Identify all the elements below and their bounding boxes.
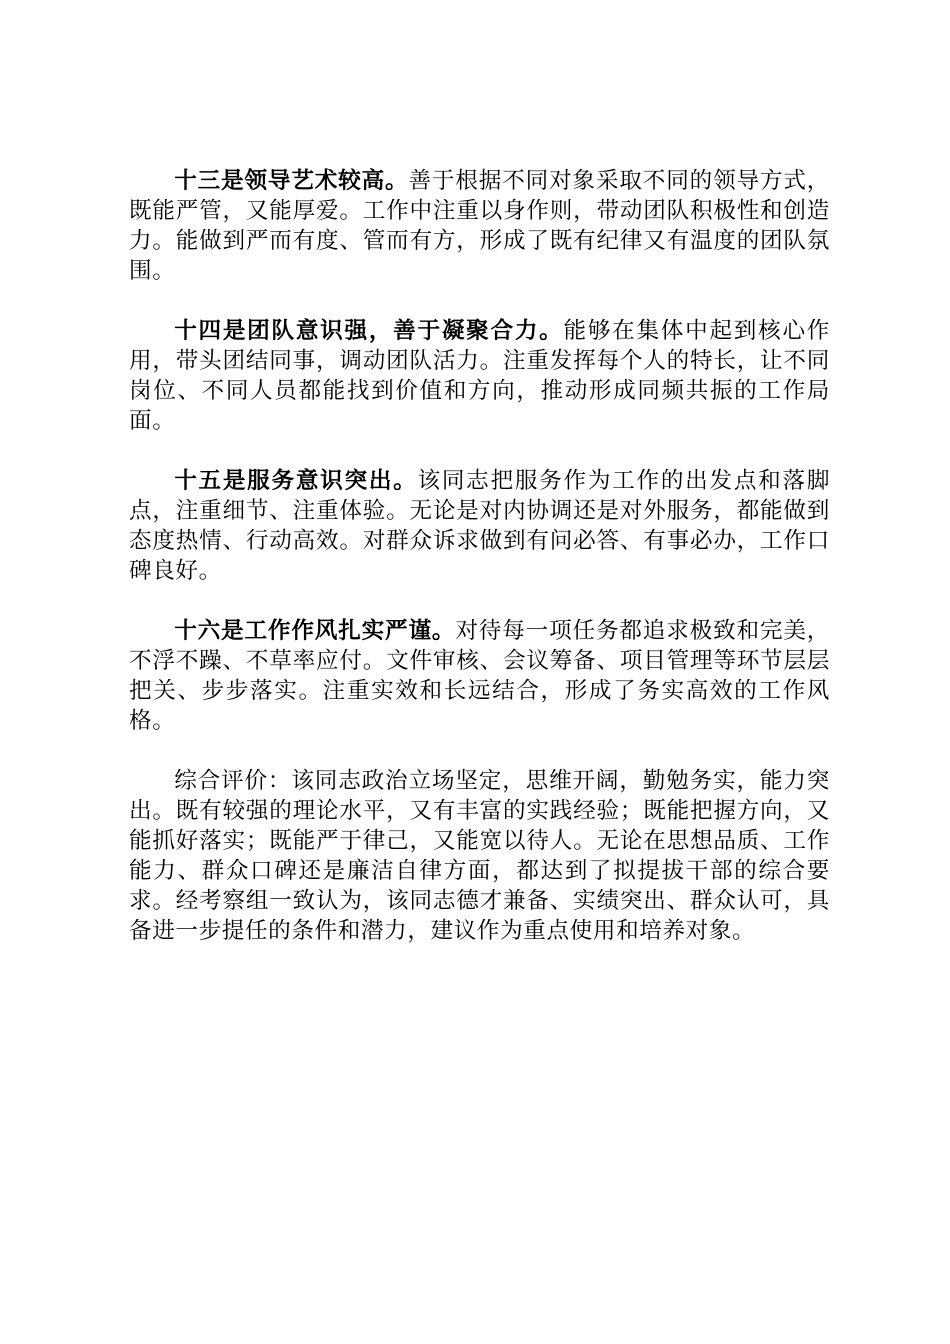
paragraph-body: 善于根据不同对象采取不同的领导方式，既能严管，又能厚爱。工作中注重以身作则，带动团队积极性和创造力。能做到严而有度、管而有方，形成了既有纪律又有温度的团队氛围。 bbox=[129, 168, 831, 284]
paragraph-body: 能够在集体中起到核心作用，带头团结同事，调动团队活力。注重发挥每个人的特长，让不同岗位、不同人员都能找到价值和方向，推动形成同频共振的工作局面。 bbox=[129, 318, 830, 434]
summary-paragraph: 综合评价：该同志政治立场坚定，思维开阔，勤勉务实，能力突出。既有较强的理论水平，又有丰富的实践经验；既能把握方向，又能抓好落实；既能严于律己，又能宽以待人。无论在思想品质、工作能力、群众口碑还是廉洁自律方面，都达到了拟提拔干部的综合要求。经考察组一致认为，该同志德才兼备、实绩突出、群众认可，具备进一步提任的条件和潜力，建议作为重点使用和培养对象。 bbox=[129, 768, 830, 944]
paragraph-heading: 十三是领导艺术较高。 bbox=[174, 168, 409, 194]
paragraph-heading: 十五是服务意识突出。 bbox=[174, 468, 418, 494]
document-page bbox=[129, 166, 830, 976]
paragraph-heading: 十四是团队意识强，善于凝聚合力。 bbox=[174, 318, 564, 344]
paragraph-body: 该同志把服务作为工作的出发点和落脚点，注重细节、注重体验。无论是对内协调还是对外服务，都能做到态度热情、行动高效。对群众诉求做到有问必答、有事必办，工作口碑良好。 bbox=[129, 468, 831, 584]
paragraph-16 bbox=[129, 616, 830, 736]
paragraph-13 bbox=[129, 166, 830, 286]
paragraph-heading: 十六是工作作风扎实严谨。 bbox=[174, 618, 456, 644]
paragraph-body: 对待每一项任务都追求极致和完美，不浮不躁、不草率应付。文件审核、会议筹备、项目管理等环节层层把关、步步落实。注重实效和长远结合，形成了务实高效的工作风格。 bbox=[129, 618, 831, 734]
paragraph-15 bbox=[129, 466, 830, 586]
paragraph-14 bbox=[129, 316, 830, 436]
